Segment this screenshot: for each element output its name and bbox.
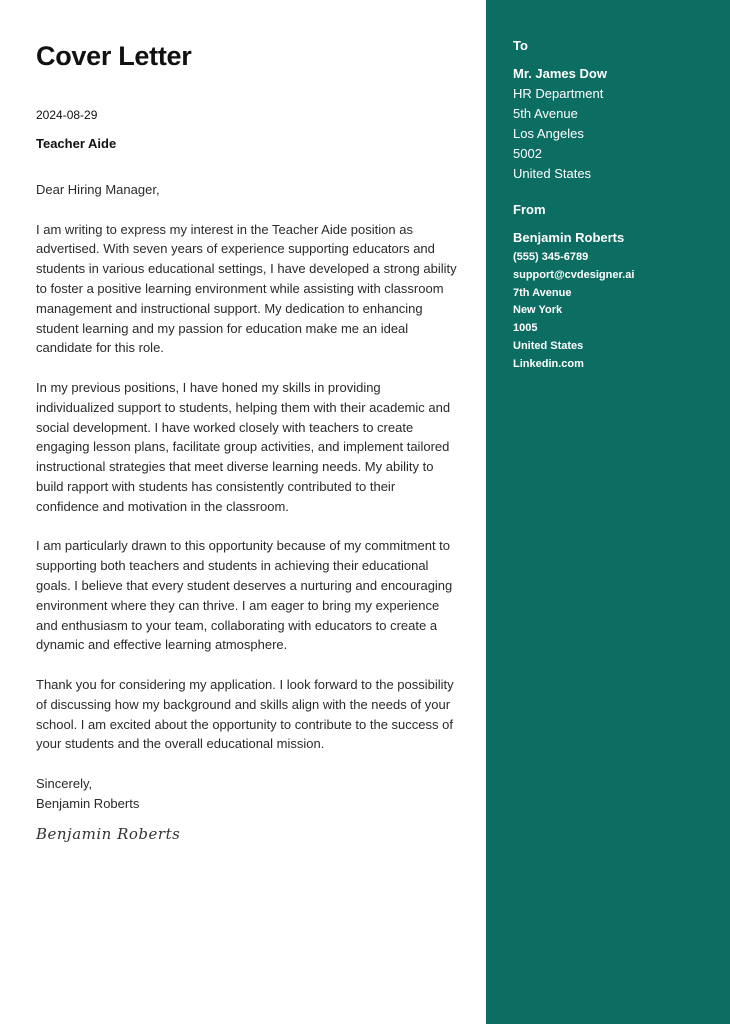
- body-paragraph-1: I am writing to express my interest in the Teacher Aide position as advertised. With seven years of experience supporting educators and students in various educational settings, I have developed a strong ability to foster a positive learning environment while assisting with classroom management and instructional support. My dedication to enhancing student learning and my passion for education make me an ideal candidate for this role.: [36, 221, 457, 356]
- recipient-name: Mr. James Dow: [513, 66, 607, 81]
- contact-sidebar: [486, 0, 730, 1024]
- sender-email: support@cvdesigner.ai: [513, 268, 635, 281]
- body-paragraph-4: Thank you for considering my application. I look forward to the possibility of discussing how my background and skills align with the needs of your school. I am excited about the opportunity to contribute to the success of your students and the overall educational mission.: [36, 676, 454, 752]
- recipient-city: Los Angeles: [513, 126, 584, 141]
- job-position: Teacher Aide: [36, 136, 117, 151]
- sender-city: New York: [513, 304, 563, 317]
- sender-country: United States: [513, 339, 584, 352]
- letter-date: 2024-08-29: [36, 108, 98, 122]
- body-paragraph-2: In my previous positions, I have honed my skills in providing individualized support to students, helping them with their academic and social development. I have worked closely with teachers to create engaging lesson plans, facilitate group activities, and implement tailored instructional strategies that meet diverse learning needs. My ability to build rapport with students has consistently contributed to their confidence and motivation in the classroom.: [36, 379, 451, 514]
- salutation: Dear Hiring Manager,: [36, 182, 160, 197]
- sender-postal-code: 1005: [513, 322, 538, 335]
- closing-text: Sincerely,: [36, 775, 93, 791]
- body-paragraph-3: I am particularly drawn to this opportunity because of my commitment to supporting both teachers and students in achieving their educational goals. I believe that every student deserves a nurturing and encouraging environment where they can thrive. I am eager to bring my experience and enthusiasm to your team, collaborating with educators to create a dynamic and effective learning atmosphere.: [36, 538, 453, 653]
- sender-linkedin: Linkedin.com: [513, 357, 584, 370]
- recipient-details: [513, 64, 607, 184]
- recipient-block: [513, 37, 607, 184]
- recipient-heading: To: [513, 38, 528, 53]
- sender-details: [513, 249, 634, 374]
- closing-block: [36, 774, 460, 814]
- recipient-department: HR Department: [513, 86, 604, 101]
- closing-name: Benjamin Roberts: [36, 795, 140, 811]
- recipient-country: United States: [513, 166, 592, 181]
- letter-body: [36, 180, 460, 814]
- handwritten-signature: Benjamin Roberts: [36, 825, 181, 843]
- sender-block: [513, 201, 634, 374]
- page-title: Cover Letter: [36, 41, 192, 71]
- recipient-street: 5th Avenue: [513, 106, 578, 121]
- sender-phone: (555) 345-6789: [513, 251, 589, 263]
- sender-name: Benjamin Roberts: [513, 230, 625, 245]
- recipient-postal-code: 5002: [513, 146, 542, 161]
- sender-heading: From: [513, 202, 546, 217]
- sender-street: 7th Avenue: [513, 286, 572, 299]
